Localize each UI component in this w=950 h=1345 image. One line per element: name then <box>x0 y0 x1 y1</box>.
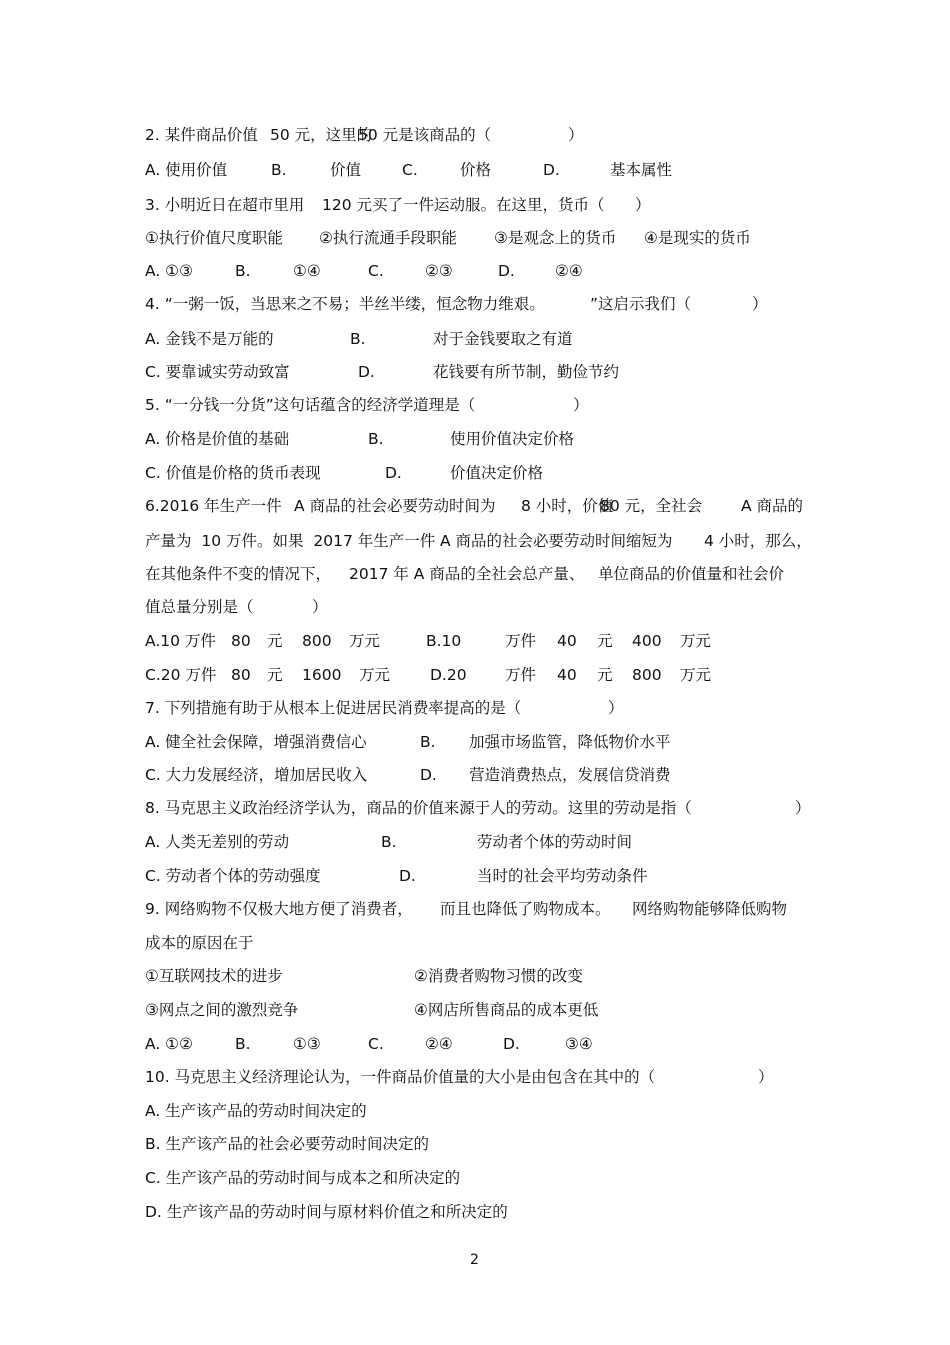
text-line <box>0 964 950 988</box>
text-segment: B.10 <box>426 632 462 650</box>
text-segment: ） <box>568 126 584 144</box>
text-segment: C. <box>402 161 418 179</box>
text-segment: B. 生产该产品的社会必要劳动时间决定的 <box>145 1135 429 1153</box>
text-segment: A. 健全社会保障，增强消费信心 <box>145 733 367 751</box>
text-segment: C. <box>368 1035 384 1053</box>
text-segment: 120 元买了一件运动服。在这里，货币（ <box>322 196 605 214</box>
text-segment: ） <box>608 699 624 717</box>
text-line <box>0 1166 950 1190</box>
text-segment: 对于金钱要取之有道 <box>433 330 573 348</box>
text-segment: 在其他条件不变的情况下， <box>145 565 332 583</box>
text-segment: B. <box>350 330 366 348</box>
text-segment: A. 使用价值 <box>145 161 228 179</box>
text-segment: A 商品的社会必要劳动时间缩短为 <box>440 532 673 550</box>
text-segment: 2. 某件商品价值 <box>145 126 258 144</box>
text-segment: ②③ <box>425 262 453 280</box>
text-line <box>0 730 950 754</box>
text-line <box>0 595 950 619</box>
text-segment: 800 <box>302 632 332 650</box>
text-segment: 加强市场监管，降低物价水平 <box>469 733 671 751</box>
text-segment: 使用价值决定价格 <box>450 430 575 448</box>
text-segment: 万元 <box>680 632 712 650</box>
text-segment: C.20 万件 <box>145 666 217 684</box>
text-segment: 50 元是该商品的（ <box>358 126 492 144</box>
text-segment: D.20 <box>430 666 467 684</box>
text-line <box>0 763 950 787</box>
text-segment: 10. 马克思主义经济理论认为，一件商品价值量的大小是由包含在其中的（ <box>145 1068 656 1086</box>
text-segment: 400 <box>632 632 662 650</box>
text-segment: ③是观念上的货币 <box>494 229 617 247</box>
text-segment: D. <box>498 262 515 280</box>
text-segment: D. <box>358 363 375 381</box>
text-line <box>0 629 950 653</box>
text-line <box>0 1032 950 1056</box>
text-segment: ） <box>758 1068 774 1086</box>
text-segment: 元 <box>597 632 613 650</box>
text-segment: A 商品的社会必要劳动时间为 <box>294 497 496 515</box>
text-segment: A 商品的 <box>741 497 804 515</box>
text-line <box>0 1132 950 1156</box>
text-segment: 80 <box>231 632 251 650</box>
text-segment: ②④ <box>425 1035 453 1053</box>
text-segment: ①④ <box>293 262 321 280</box>
text-segment: ） <box>795 799 811 817</box>
text-line <box>0 830 950 854</box>
text-segment: C. 价值是价格的货币表现 <box>145 464 321 482</box>
text-segment: ①执行价值尺度职能 <box>145 229 283 247</box>
text-line <box>0 226 950 250</box>
text-segment: B. <box>368 430 384 448</box>
text-segment: 9. 网络购物不仅极大地方便了消费者， <box>145 900 413 918</box>
text-segment: ） <box>752 295 768 313</box>
text-segment: ②执行流通手段职能 <box>319 229 457 247</box>
text-segment: ②消费者购物习惯的改变 <box>414 967 583 985</box>
text-segment: 1600 <box>302 666 342 684</box>
text-segment: D. 生产该产品的劳动时间与原材料价值之和所决定的 <box>145 1203 508 1221</box>
text-segment: 而且也降低了购物成本。 <box>440 900 611 918</box>
text-line <box>0 327 950 351</box>
text-segment: 元 <box>597 666 613 684</box>
text-segment: C. <box>368 262 384 280</box>
text-segment: B. <box>235 262 251 280</box>
text-line <box>0 461 950 485</box>
text-segment: 80 元，全社会 <box>600 497 703 515</box>
text-line <box>0 1065 950 1089</box>
text-segment: A. 人类无差别的劳动 <box>145 833 290 851</box>
text-segment: A.10 万件 <box>145 632 216 650</box>
text-segment: B. <box>271 161 287 179</box>
text-segment: 价格 <box>460 161 492 179</box>
text-segment: 价值 <box>330 161 362 179</box>
text-segment: 万元 <box>359 666 391 684</box>
text-segment: B. <box>235 1035 251 1053</box>
text-line <box>0 1099 950 1123</box>
text-segment: 元 <box>267 666 283 684</box>
text-segment: 价值决定价格 <box>450 464 544 482</box>
text-segment: 万件 <box>505 666 537 684</box>
text-segment: 花钱要有所节制，勤俭节约 <box>433 363 620 381</box>
text-segment: B. <box>420 733 436 751</box>
text-segment: ①互联网技术的进步 <box>145 967 283 985</box>
text-segment: ④网店所售商品的成本更低 <box>414 1001 599 1019</box>
text-segment: 8 小时，价值 <box>521 497 614 515</box>
text-segment: 50 元，这里的 <box>270 126 373 144</box>
text-segment: ） <box>635 196 651 214</box>
text-line <box>0 292 950 316</box>
text-segment: 3. 小明近日在超市里用 <box>145 196 305 214</box>
text-segment: 80 <box>231 666 251 684</box>
text-segment: ③④ <box>565 1035 593 1053</box>
text-line <box>0 123 950 147</box>
text-segment: 2017 年 A 商品的全社会总产量、 <box>349 565 585 583</box>
text-segment: B. <box>381 833 397 851</box>
text-segment: 元 <box>267 632 283 650</box>
text-segment: 成本的原因在于 <box>145 934 254 952</box>
text-segment: ） <box>573 396 589 414</box>
text-line <box>0 494 950 518</box>
text-segment: A. ①② <box>145 1035 193 1053</box>
text-segment: ③网点之间的激烈竞争 <box>145 1001 299 1019</box>
text-segment: D. <box>420 766 437 784</box>
text-line <box>0 663 950 687</box>
text-segment: A. ①③ <box>145 262 193 280</box>
text-segment: 营造消费热点，发展信贷消费 <box>469 766 671 784</box>
text-line <box>0 427 950 451</box>
text-segment: C. 要靠诚实劳动致富 <box>145 363 290 381</box>
text-segment: 万件 <box>505 632 537 650</box>
text-segment: ④是现实的货币 <box>644 229 751 247</box>
text-line <box>0 998 950 1022</box>
text-line <box>0 1200 950 1224</box>
text-line <box>0 897 950 921</box>
text-segment: ”这启示我们（ <box>590 295 692 313</box>
text-segment: 8. 马克思主义政治经济学认为，商品的价值来源于人的劳动。这里的劳动是指（ <box>145 799 692 817</box>
text-segment: 5. “一分钱一分货”这句话蕴含的经济学道理是（ <box>145 396 476 414</box>
text-line <box>0 864 950 888</box>
text-line <box>0 360 950 384</box>
page-number: 2 <box>470 1252 479 1268</box>
text-segment: 单位商品的价值量和社会价 <box>598 565 785 583</box>
text-segment: 6.2016 年生产一件 <box>145 497 282 515</box>
text-segment: C. 大力发展经济，增加居民收入 <box>145 766 368 784</box>
text-line <box>0 562 950 586</box>
text-segment: A. 生产该产品的劳动时间决定的 <box>145 1102 367 1120</box>
text-segment: C. 劳动者个体的劳动强度 <box>145 867 321 885</box>
text-line <box>0 393 950 417</box>
text-line <box>0 931 950 955</box>
text-line <box>0 529 950 553</box>
text-segment: 劳动者个体的劳动时间 <box>477 833 633 851</box>
text-segment: 万元 <box>349 632 381 650</box>
text-line <box>0 158 950 182</box>
text-segment: 当时的社会平均劳动条件 <box>477 867 648 885</box>
text-segment: 基本属性 <box>610 161 673 179</box>
text-line <box>0 193 950 217</box>
text-segment: D. <box>385 464 402 482</box>
text-segment: D. <box>503 1035 520 1053</box>
text-segment: A. 价格是价值的基础 <box>145 430 290 448</box>
text-line <box>0 796 950 820</box>
text-segment: A. 金钱不是万能的 <box>145 330 274 348</box>
text-segment: 万元 <box>680 666 712 684</box>
text-segment: 网络购物能够降低购物 <box>632 900 788 918</box>
text-line <box>0 696 950 720</box>
text-segment: ②④ <box>555 262 583 280</box>
text-segment: 4 小时，那么， <box>704 532 812 550</box>
text-segment: C. 生产该产品的劳动时间与成本之和所决定的 <box>145 1169 461 1187</box>
text-segment: 800 <box>632 666 662 684</box>
text-segment: ） <box>312 598 328 616</box>
text-segment: D. <box>543 161 560 179</box>
text-segment: 7. 下列措施有助于从根本上促进居民消费率提高的是（ <box>145 699 522 717</box>
text-segment: 产量为 10 万件。如果 2017 年生产一件 <box>145 532 436 550</box>
text-line <box>0 259 950 283</box>
text-segment: 4. “一粥一饭，当思来之不易；半丝半缕，恒念物力维艰。 <box>145 295 545 313</box>
text-segment: 40 <box>557 666 577 684</box>
text-segment: 值总量分别是（ <box>145 598 254 616</box>
text-segment: 40 <box>557 632 577 650</box>
text-segment: D. <box>399 867 416 885</box>
text-segment: ①③ <box>293 1035 321 1053</box>
